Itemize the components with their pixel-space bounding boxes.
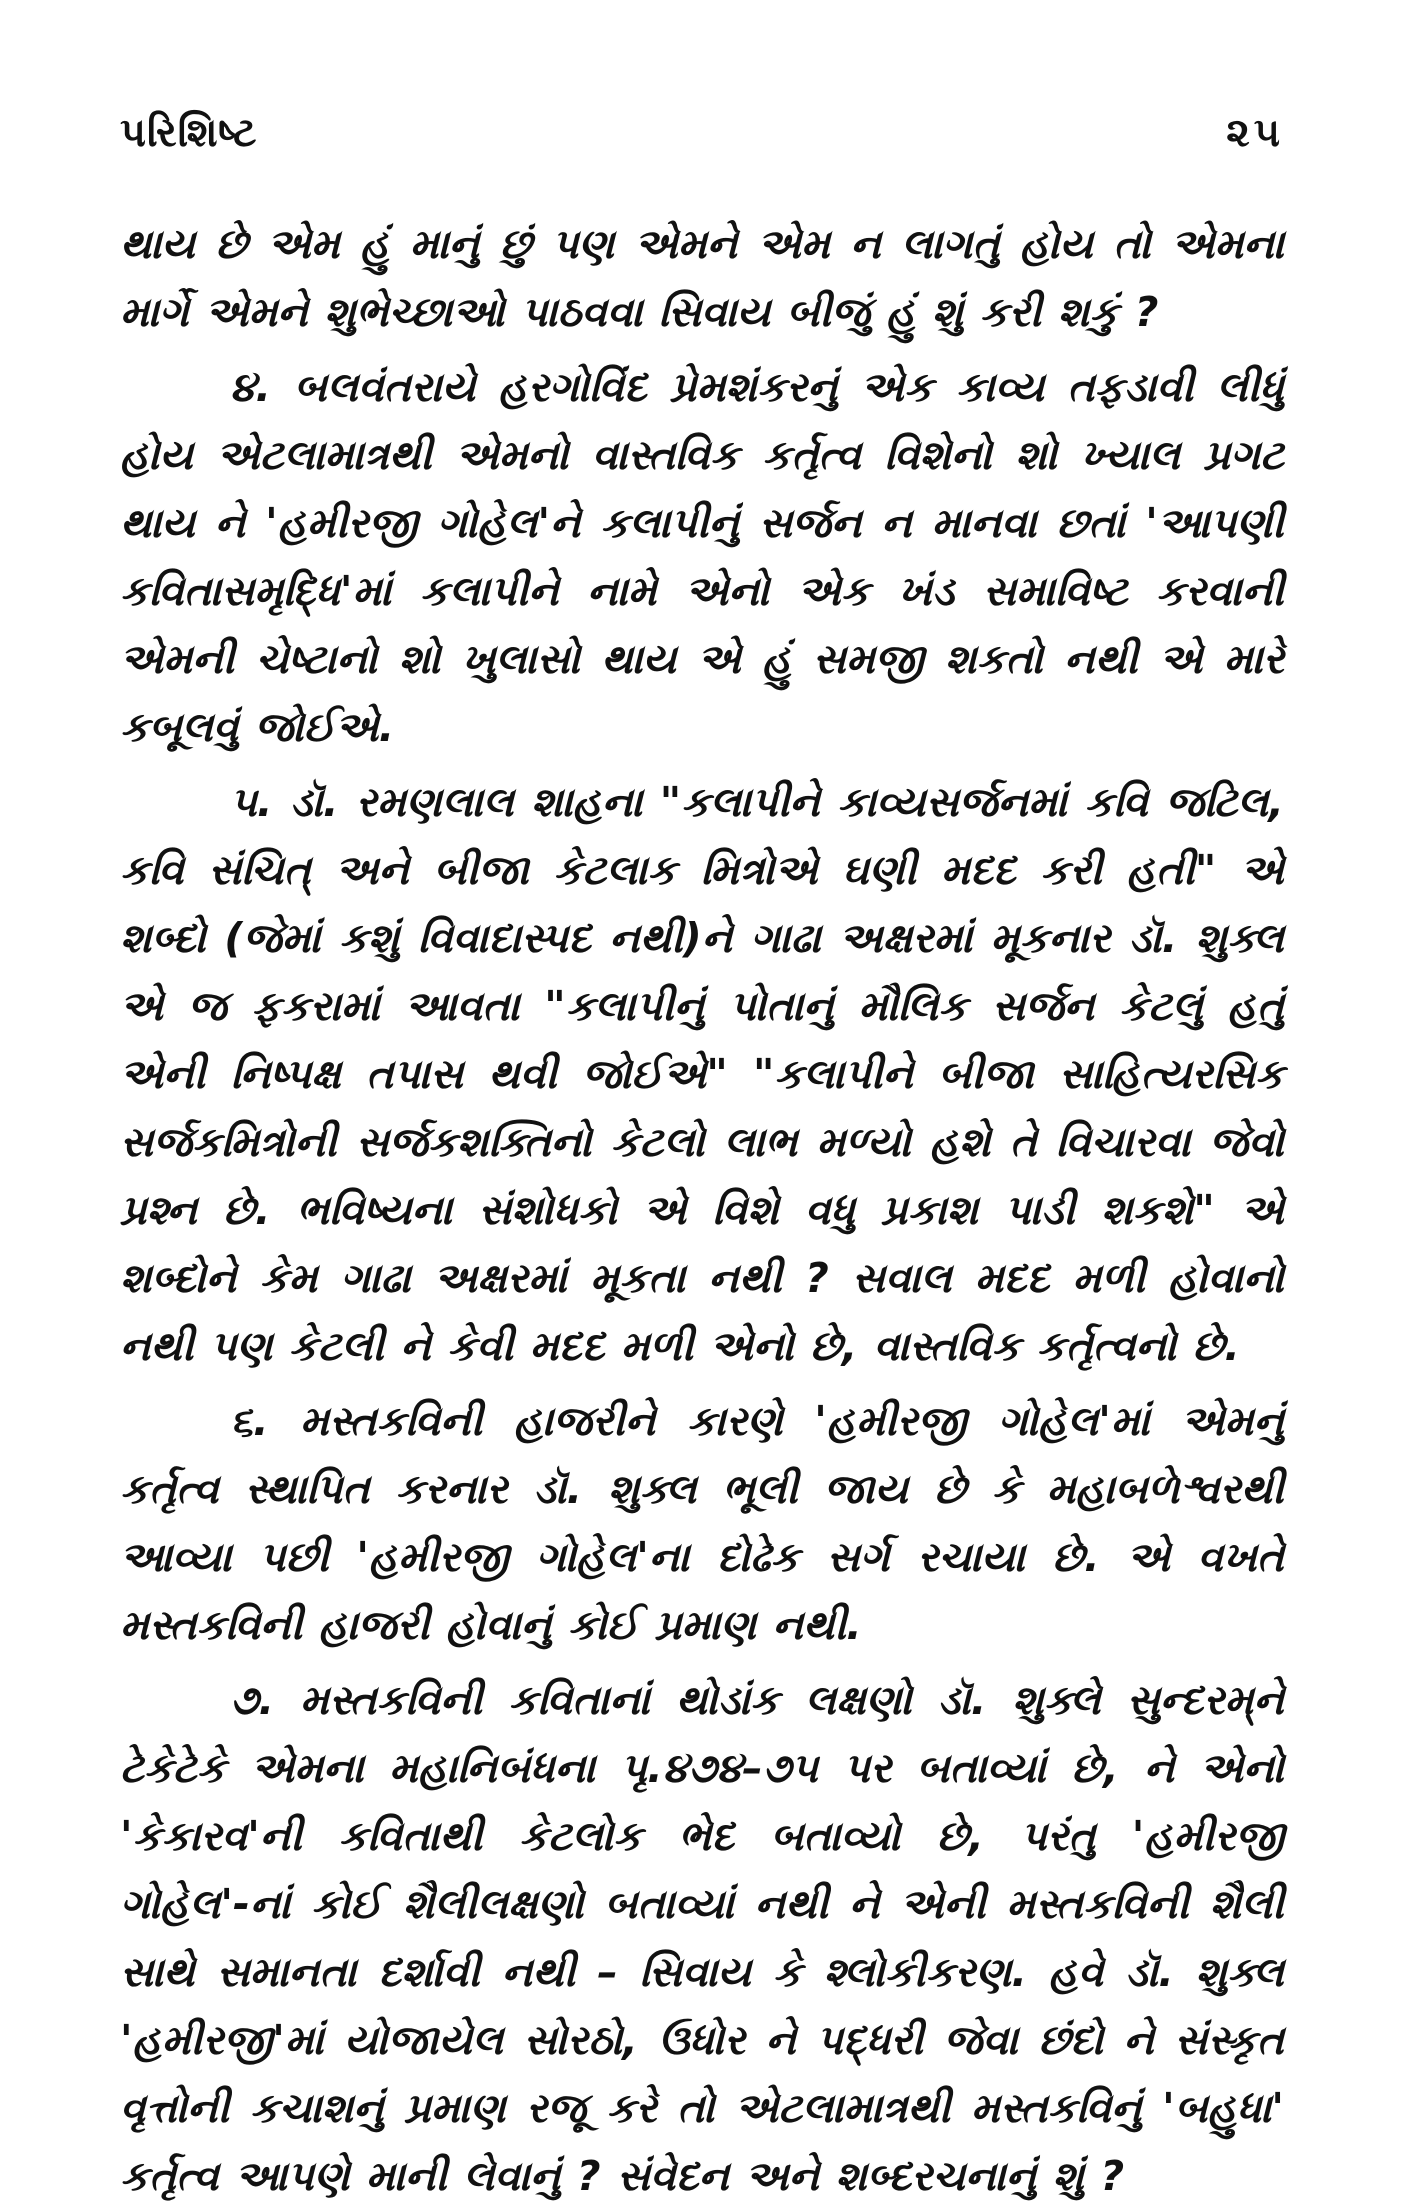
paragraph-point-4: ૪. બલવંતરાયે હરગોવિંદ પ્રેમશંકરનું એક કાવ્ય તફડાવી લીધું હોય એટલામાત્રથી એમનો વાસ્તવિક કર્તૃત્વ વિશેનો શો ખ્યાલ પ્રગટ થાય ને 'હમીરજી ગોહેલ'ને કલાપીનું સર્જન ન માનવા છતાં 'આપણી કવિતાસમૃદ્ધિ'માં કલાપીને નામે એનો એક ખંડ સમાવિષ્ટ કરવાની એમની ચેષ્ટાનો શો ખુલાસો થાય એ હું સમજી શકતો નથી એ મારે કબૂલવું જોઈએ. — [120, 363, 1284, 751]
page-number: ૨૫ — [1226, 110, 1284, 156]
running-header — [120, 110, 1284, 170]
paragraph-point-7: ૭. મસ્તકવિની કવિતાનાં થોડાંક લક્ષણો ડૉ. શુક્લે સુન્દરમ્‌ને ટેકેટેકે એમના મહાનિબંધના પૃ.૪૭૪–૭૫ પર બતાવ્યાં છે, ને એનો 'કેકારવ'ની કવિતાથી કેટલોક ભેદ બતાવ્યો છે, પરંતુ 'હમીરજી ગોહેલ'-નાં કોઈ શૈલીલક્ષણો બતાવ્યાં નથી ને એની મસ્તકવિની શૈલી સાથે સમાનતા દર્શાવી નથી – સિવાય કે શ્લોકીકરણ. હવે ડૉ. શુક્લ 'હમીરજી'માં યોજાયેલ સોરઠો, ઉધોર ને પદ્ધરી જેવા છંદો ને સંસ્કૃત વૃત્તોની કચાશનું પ્રમાણ રજૂ કરે તો એટલામાત્રથી મસ્તકવિનું 'બહુધા' કર્તૃત્વ આપણે માની લેવાનું ? સંવેદન અને શબ્દરચનાનું શું ? — [120, 1676, 1284, 2200]
paragraph-point-6: ૬. મસ્તકવિની હાજરીને કારણે 'હમીરજી ગોહેલ'માં એમનું કર્તૃત્વ સ્થાપિત કરનાર ડૉ. શુક્લ ભૂલી જાય છે કે મહાબળેશ્વરથી આવ્યા પછી 'હમીરજી ગોહેલ'ના દોઢેક સર્ગ રચાયા છે. એ વખતે મસ્તકવિની હાજરી હોવાનું કોઈ પ્રમાણ નથી. — [120, 1397, 1284, 1649]
paragraph-continued: થાય છે એમ હું માનું છું પણ એમને એમ ન લાગતું હોય તો એમના માર્ગે એમને શુભેચ્છાઓ પાઠવવા સિવાય બીજું હું શું કરી શકું ? — [120, 220, 1284, 336]
body-text — [120, 210, 1284, 2210]
section-title: પરિશિષ્ટ — [120, 110, 258, 156]
paragraph-point-5: ૫. ડૉ. રમણલાલ શાહના "કલાપીને કાવ્યસર્જનમાં કવિ જટિલ, કવિ સંચિત્ અને બીજા કેટલાક મિત્રોએ ઘણી મદદ કરી હતી" એ શબ્દો (જેમાં કશું વિવાદાસ્પદ નથી)ને ગાઢા અક્ષરમાં મૂકનાર ડૉ. શુક્લ એ જ ફકરામાં આવતા "કલાપીનું પોતાનું મૌલિક સર્જન કેટલું હતું એની નિષ્પક્ષ તપાસ થવી જોઈએ" "કલાપીને બીજા સાહિત્યરસિક સર્જકમિત્રોની સર્જકશક્તિનો કેટલો લાભ મળ્યો હશે તે વિચારવા જેવો પ્રશ્ન છે. ભવિષ્યના સંશોધકો એ વિશે વધુ પ્રકાશ પાડી શકશે" એ શબ્દોને કેમ ગાઢા અક્ષરમાં મૂકતા નથી ? સવાલ મદદ મળી હોવાનો નથી પણ કેટલી ને કેવી મદદ મળી એનો છે, વાસ્તવિક કર્તૃત્વનો છે. — [120, 778, 1284, 1370]
